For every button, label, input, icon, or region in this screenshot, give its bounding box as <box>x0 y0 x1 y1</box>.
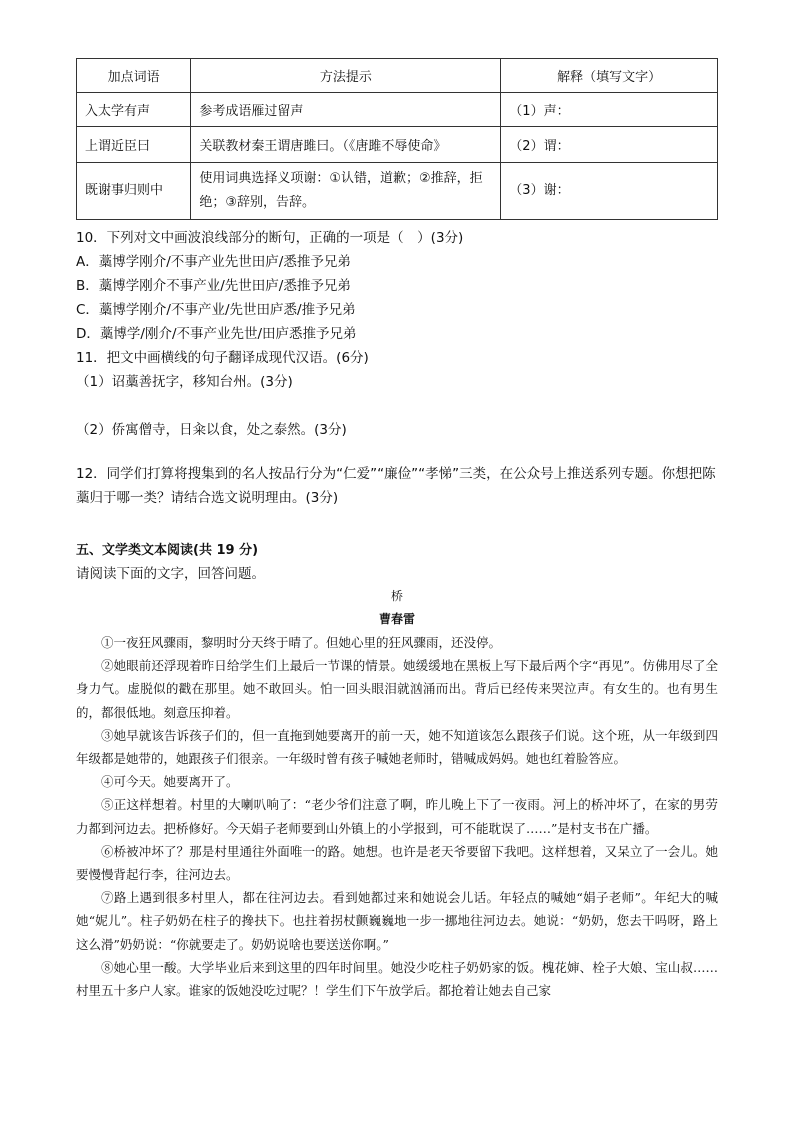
story-author: 曹春雷 <box>378 612 415 626</box>
table-cell-word: 上谓近臣曰 <box>77 127 191 163</box>
table-header-word: 加点词语 <box>77 59 191 93</box>
section-5-instruction: 请阅读下面的文字，回答问题。 <box>76 566 265 582</box>
table-header-row <box>77 59 718 93</box>
story-paragraph: ⑦路上遇到很多村里人，都在往河边去。看到她都过来和她说会儿话。年轻点的喊她“娟子老师”。年纪大的喊她“妮儿”。柱子奶奶在柱子的搀扶下。也拄着拐杖颤巍巍地一步一挪地往河边去。她说：“奶奶，您去干吗呀，路上这么滑”奶奶说：“你就要走了。奶奶说啥也要送送你啊。” <box>76 890 718 952</box>
question-10-stem: 10．下列对文中画波浪线部分的断句，正确的一项是（ ）(3分) <box>76 230 464 246</box>
table-row <box>77 127 718 163</box>
table-cell-word: 既谢事归则中 <box>77 163 191 220</box>
table-cell-hint: 使用词典选择义项谢：①认错，道歉；②推辞，拒绝；③辞别，告辞。 <box>191 163 501 220</box>
story-paragraph: ①一夜狂风骤雨，黎明时分天终于晴了。但她心里的狂风骤雨，还没停。 <box>101 635 502 650</box>
question-10-option-b: B．藁博学刚介不事产业/先世田庐/悉推予兄弟 <box>76 278 351 294</box>
story-paragraph: ②她眼前还浮现着昨日给学生们上最后一节课的情景。她缓缓地在黑板上写下最后两个字“再见”。仿佛用尽了全身力气。虚脱似的戳在那里。她不敢回头。怕一回头眼泪就汹涌而出。背后已经传来哭泣声。有女生的。也有男生的，都很低地。刻意压抑着。 <box>76 658 718 720</box>
question-11-part-1: （1）诏藁善抚字，移知台州。(3分) <box>76 374 293 390</box>
table-cell-word: 入太学有声 <box>77 93 191 127</box>
table-cell-hint: 参考成语雁过留声 <box>191 93 501 127</box>
table-header-hint: 方法提示 <box>191 59 501 93</box>
table-cell-answer: （2）谓： <box>501 127 718 163</box>
section-5-title: 五、文学类文本阅读(共 19 分) <box>76 543 259 558</box>
question-10-option-c: C．藁博学刚介/不事产业/先世田庐悉/推予兄弟 <box>76 302 356 318</box>
story-title: 桥 <box>390 589 403 603</box>
story-paragraph: ⑧她心里一酸。大学毕业后来到这里的四年时间里。她没少吃柱子奶奶家的饭。槐花婶、栓子大娘、宝山叔……村里五十多户人家。谁家的饭她没吃过呢？！学生们下午放学后。都抢着让她去自己家 <box>76 959 718 999</box>
table-row <box>77 93 718 127</box>
question-11-part-2: （2）侨寓僧寺，日籴以食，处之泰然。(3分) <box>76 422 347 438</box>
table-cell-answer: （1）声： <box>501 93 718 127</box>
question-11-stem: 11．把文中画横线的句子翻译成现代汉语。(6分) <box>76 350 369 366</box>
story-paragraph: ⑤正这样想着。村里的大喇叭响了：“老少爷们注意了啊，昨儿晚上下了一夜雨。河上的桥冲坏了，在家的男劳力都到河边去。把桥修好。今天娟子老师要到山外镇上的小学报到，可不能耽误了……”是村支书在广播。 <box>76 797 718 836</box>
story-paragraph: ④可今天。她要离开了。 <box>101 774 239 790</box>
story-paragraph: ③她早就该告诉孩子们的，但一直拖到她要离开的前一天，她不知道该怎么跟孩子们说。这个班，从一年级到四年级都是她带的，她跟孩子们很亲。一年级时曾有孩子喊她老师时，错喊成妈妈。她也红着脸答应。 <box>76 727 718 767</box>
question-10-option-a: A．藁博学刚介/不事产业先世田庐/悉推予兄弟 <box>76 254 351 270</box>
table-row <box>77 163 718 220</box>
question-12: 12．同学们打算将搜集到的名人按品行分为“仁爱”“廉俭”“孝悌”三类，在公众号上推送系列专题。你想把陈藁归于哪一类？请结合选文说明理由。(3分) <box>76 466 716 506</box>
table-cell-hint: 关联教材秦王谓唐雎曰。（《唐雎不辱使命》 <box>191 127 501 163</box>
story-paragraph: ⑥桥被冲坏了？那是村里通往外面唯一的路。她想。也许是老天爷要留下我吧。这样想着，又呆立了一会儿。她要慢慢背起行李，往河边去。 <box>76 843 718 883</box>
question-10-option-d: D．藁博学/刚介/不事产业先世/田庐悉推予兄弟 <box>76 326 357 342</box>
vocab-table <box>76 58 718 220</box>
table-header-answer: 解释（填写文字） <box>501 59 718 93</box>
table-cell-answer: （3）谢： <box>501 163 718 220</box>
story-body <box>76 631 718 1002</box>
